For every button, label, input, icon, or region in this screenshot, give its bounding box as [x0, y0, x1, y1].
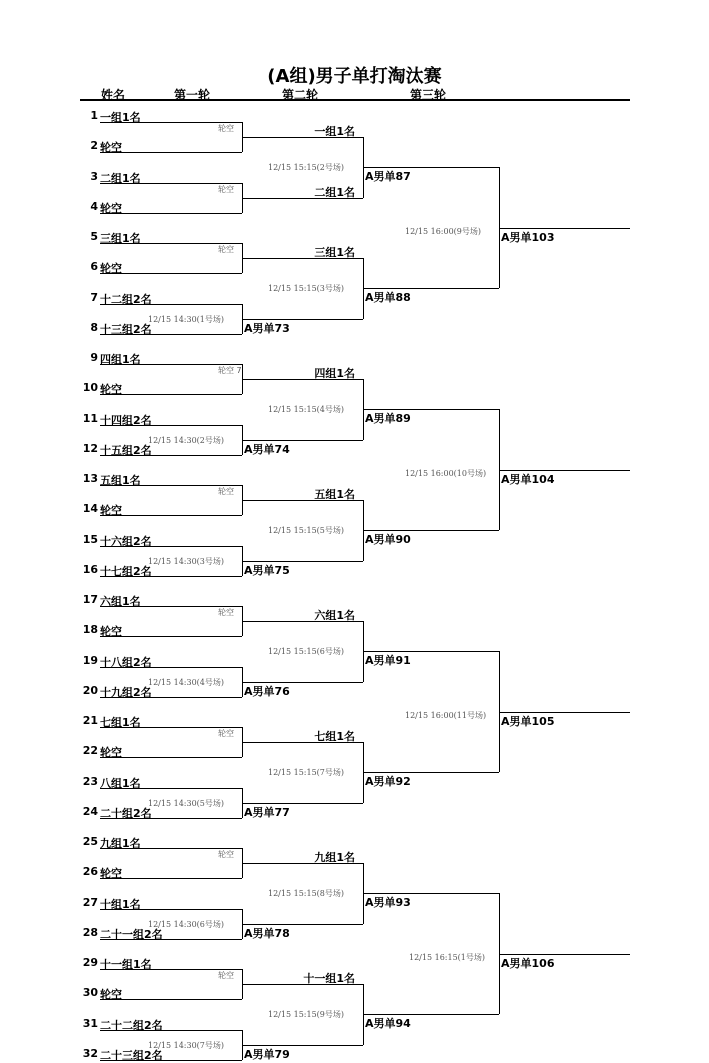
round1-winner: A男单76 [244, 684, 290, 698]
bye-note: 轮空 [218, 971, 234, 980]
player-number: 25 [82, 835, 98, 848]
player-name: 二十组2名 [100, 806, 152, 820]
player-name: 一组1名 [100, 111, 141, 124]
player-name: 十七组2名 [100, 564, 152, 578]
player-name: 十三组2名 [100, 322, 152, 336]
round1-winner: A男单77 [244, 805, 290, 819]
round2-schedule: 12/15 15:15(8号场) [268, 889, 344, 899]
player-name: 轮空 [100, 746, 122, 760]
player-line [100, 576, 242, 577]
player-line [100, 213, 242, 214]
player-name: 四组1名 [100, 353, 141, 366]
player-number: 14 [82, 502, 98, 516]
player-name: 二十一组2名 [100, 927, 163, 941]
player-name: 轮空 [100, 504, 122, 518]
player-line [100, 939, 242, 940]
round2-winner: A男单87 [365, 170, 411, 184]
player-name: 轮空 [100, 201, 122, 215]
player-line [100, 999, 242, 1000]
player-line [100, 425, 242, 426]
player-name: 轮空 [100, 625, 122, 639]
player-number: 6 [90, 260, 98, 274]
player-number: 4 [90, 199, 98, 213]
round2-schedule: 12/15 15:15(5号场) [268, 526, 344, 536]
player-number: 3 [90, 169, 98, 183]
player-number: 31 [82, 1016, 98, 1030]
player-line [100, 757, 242, 758]
player-number: 29 [82, 956, 98, 969]
round1-winner: 三组1名 [314, 246, 355, 260]
player-name: 二组1名 [100, 171, 141, 185]
round2-schedule: 12/15 15:15(3号场) [268, 284, 344, 294]
player-number: 27 [82, 895, 98, 909]
round3-winner: A男单104 [501, 472, 555, 486]
player-number: 9 [90, 351, 98, 364]
player-line [100, 394, 242, 395]
player-line [100, 909, 242, 910]
round1-winner: 四组1名 [314, 367, 355, 381]
player-number: 5 [90, 230, 98, 243]
bye-note: 轮空 7 [218, 366, 242, 375]
round1-schedule: 12/15 14:30(3号场) [148, 556, 224, 566]
round1-winner: 一组1名 [314, 125, 355, 139]
player-number: 2 [90, 139, 98, 153]
bye-note: 轮空 [218, 608, 234, 617]
player-name: 十五组2名 [100, 443, 152, 457]
round1-winner: 六组1名 [314, 609, 355, 623]
player-name: 十四组2名 [100, 413, 152, 427]
player-name: 九组1名 [100, 837, 141, 850]
round2-schedule: 12/15 15:15(2号场) [268, 163, 344, 173]
round2-winner: A男单92 [365, 775, 411, 789]
player-name: 二十二组2名 [100, 1018, 163, 1032]
player-line [100, 697, 242, 698]
player-name: 轮空 [100, 262, 122, 276]
round1-winner: 二组1名 [314, 185, 355, 199]
round2-winner: A男单91 [365, 654, 411, 668]
player-name: 轮空 [100, 867, 122, 881]
player-number: 13 [82, 472, 98, 485]
player-name: 七组1名 [100, 716, 141, 729]
player-number: 22 [82, 744, 98, 758]
round2-winner: A男单94 [365, 1017, 411, 1031]
bye-note: 轮空 [218, 184, 234, 194]
round1-winner: A男单73 [244, 321, 290, 335]
player-line [100, 455, 242, 456]
round2-winner: A男单89 [365, 412, 411, 426]
player-number: 32 [82, 1046, 98, 1060]
player-number: 15 [82, 532, 98, 546]
player-name: 轮空 [100, 988, 122, 1002]
round3-winner: A男单105 [501, 714, 555, 728]
player-name: 十一组1名 [100, 958, 152, 971]
round1-schedule: 12/15 14:30(6号场) [148, 919, 224, 929]
round3-schedule: 12/15 16:00(10号场) [405, 468, 487, 478]
round3-winner: A男单106 [501, 956, 555, 970]
round1-winner: 九组1名 [314, 851, 355, 865]
round3-schedule: 12/15 16:15(1号场) [409, 952, 485, 962]
bye-note: 轮空 [218, 245, 234, 254]
player-number: 23 [82, 774, 98, 788]
round3-schedule: 12/15 16:00(11号场) [405, 710, 487, 720]
round1-schedule: 12/15 14:30(1号场) [148, 314, 224, 324]
bye-note: 轮空 [218, 124, 234, 133]
header-name: 姓名 [101, 88, 126, 102]
player-line [100, 152, 242, 153]
player-name: 十六组2名 [100, 534, 152, 548]
player-name: 八组1名 [100, 776, 141, 790]
player-number: 11 [82, 411, 98, 425]
header-round2: 第二轮 [282, 88, 319, 102]
player-name: 六组1名 [100, 595, 141, 608]
player-name: 二十三组2名 [100, 1048, 163, 1062]
player-name: 三组1名 [100, 232, 141, 245]
header-rule [80, 99, 630, 101]
player-number: 20 [82, 683, 98, 697]
round1-winner: A男单75 [244, 563, 290, 577]
round2-schedule: 12/15 15:15(7号场) [268, 768, 344, 778]
player-number: 26 [82, 865, 98, 879]
player-line [100, 334, 242, 335]
round1-schedule: 12/15 14:30(2号场) [148, 435, 224, 445]
round1-winner: A男单74 [244, 442, 290, 456]
player-name: 五组1名 [100, 474, 141, 487]
header-round3: 第三轮 [410, 88, 447, 102]
round2-winner: A男单90 [365, 533, 411, 547]
player-line [100, 667, 242, 668]
player-number: 30 [82, 986, 98, 1000]
round2-winner: A男单88 [365, 291, 411, 305]
player-line [100, 636, 242, 637]
page-title: (A组)男子单打淘汰赛 [267, 66, 442, 87]
player-number: 21 [82, 714, 98, 727]
player-number: 7 [90, 290, 98, 304]
round3-winner: A男单103 [501, 230, 555, 244]
player-line [100, 1030, 242, 1031]
header-round1: 第一轮 [174, 88, 211, 102]
player-line [100, 788, 242, 789]
player-name: 轮空 [100, 383, 122, 397]
round2-schedule: 12/15 15:15(6号场) [268, 647, 344, 657]
round3-schedule: 12/15 16:00(9号场) [405, 226, 481, 236]
player-line [100, 1060, 242, 1061]
player-line [100, 878, 242, 879]
round1-winner: A男单79 [244, 1047, 290, 1061]
player-number: 1 [90, 109, 98, 122]
player-number: 12 [82, 441, 98, 455]
player-number: 8 [90, 320, 98, 334]
player-number: 18 [82, 623, 98, 637]
player-line [100, 546, 242, 547]
player-number: 17 [82, 593, 98, 606]
round1-winner: 五组1名 [314, 488, 355, 502]
player-name: 十组1名 [100, 897, 141, 911]
player-name: 十九组2名 [100, 685, 152, 699]
round2-schedule: 12/15 15:15(9号场) [268, 1010, 344, 1020]
round1-schedule: 12/15 14:30(7号场) [148, 1040, 224, 1050]
player-name: 轮空 [100, 141, 122, 155]
player-number: 10 [82, 381, 98, 395]
bye-note: 轮空 [218, 729, 234, 738]
player-number: 19 [82, 653, 98, 667]
bye-note: 轮空 [218, 487, 234, 496]
player-number: 28 [82, 925, 98, 939]
player-name: 十八组2名 [100, 655, 152, 669]
player-name: 十二组2名 [100, 292, 152, 306]
round1-winner: 十一组1名 [303, 972, 355, 986]
player-line [100, 515, 242, 516]
player-line [100, 818, 242, 819]
player-line [100, 273, 242, 274]
round2-schedule: 12/15 15:15(4号场) [268, 405, 344, 415]
round2-winner: A男单93 [365, 896, 411, 910]
round1-winner: 七组1名 [314, 730, 355, 744]
round1-winner: A男单78 [244, 926, 290, 940]
player-number: 16 [82, 562, 98, 576]
bye-note: 轮空 [218, 850, 234, 859]
round1-schedule: 12/15 14:30(5号场) [148, 798, 224, 808]
player-line [100, 304, 242, 305]
player-number: 24 [82, 804, 98, 818]
round1-schedule: 12/15 14:30(4号场) [148, 677, 224, 687]
